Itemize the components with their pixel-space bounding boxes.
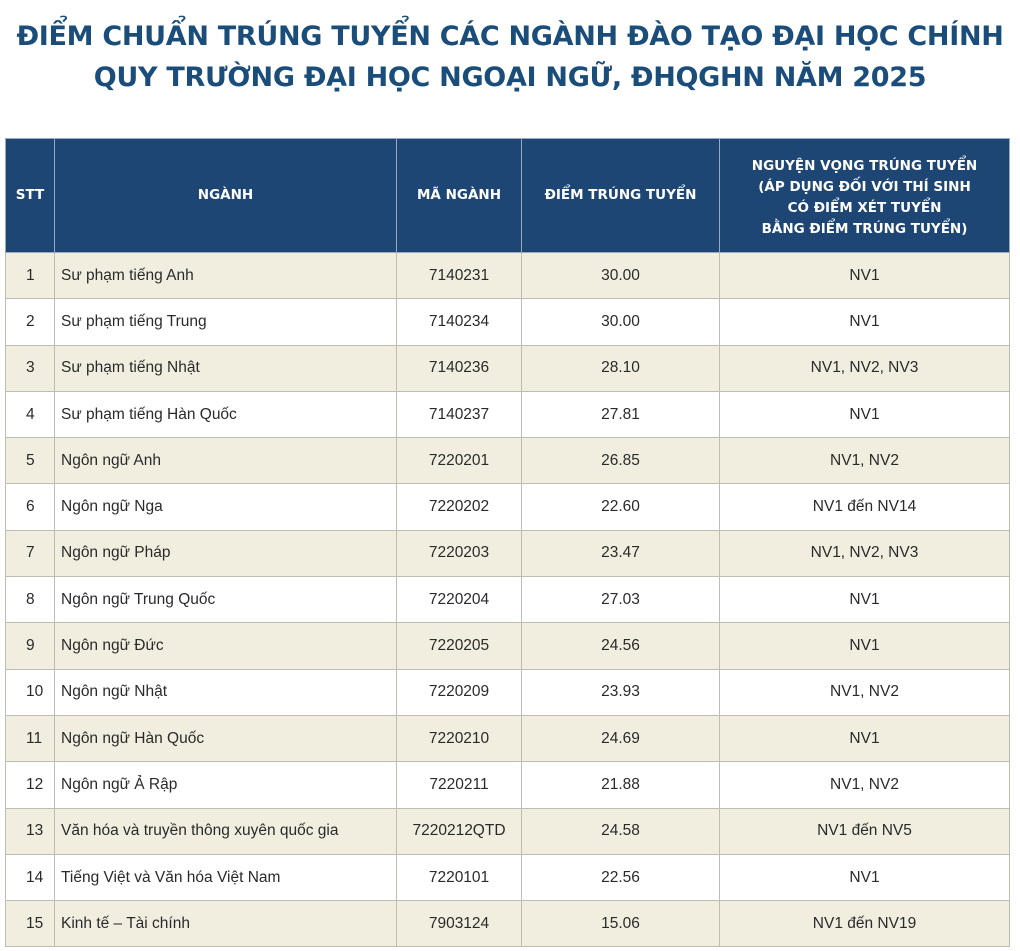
table-row <box>6 715 1010 761</box>
cell-stt: 3 <box>6 345 55 391</box>
cell-stt: 2 <box>6 299 55 345</box>
cell-nguyen-vong: NV1 <box>720 391 1010 437</box>
cell-nganh: Ngôn ngữ Hàn Quốc <box>55 715 397 761</box>
table-row <box>6 530 1010 576</box>
cell-diem-trung-tuyen: 22.60 <box>522 484 720 530</box>
cell-diem-trung-tuyen: 22.56 <box>522 854 720 900</box>
cell-nguyen-vong: NV1 <box>720 854 1010 900</box>
cell-nganh: Kinh tế – Tài chính <box>55 901 397 947</box>
table-body <box>6 253 1010 947</box>
cell-diem-trung-tuyen: 30.00 <box>522 299 720 345</box>
cell-diem-trung-tuyen: 27.81 <box>522 391 720 437</box>
cell-ma-nganh: 7903124 <box>397 901 522 947</box>
cell-stt: 14 <box>6 854 55 900</box>
cell-nguyen-vong: NV1 đến NV5 <box>720 808 1010 854</box>
cell-stt: 9 <box>6 623 55 669</box>
cell-nganh: Sư phạm tiếng Trung <box>55 299 397 345</box>
table-row <box>6 854 1010 900</box>
table-header <box>6 139 1010 253</box>
table-row <box>6 901 1010 947</box>
table-row <box>6 253 1010 299</box>
cell-nganh: Sư phạm tiếng Nhật <box>55 345 397 391</box>
header-diem-trung-tuyen: ĐIỂM TRÚNG TUYỂN <box>522 139 720 253</box>
cell-diem-trung-tuyen: 24.69 <box>522 715 720 761</box>
cell-nganh: Sư phạm tiếng Anh <box>55 253 397 299</box>
header-nguyen-vong-line-4: BẰNG ĐIỂM TRÚNG TUYỂN) <box>761 220 968 237</box>
cell-stt: 11 <box>6 715 55 761</box>
cell-nganh: Ngôn ngữ Trung Quốc <box>55 577 397 623</box>
table-row <box>6 669 1010 715</box>
cell-stt: 10 <box>6 669 55 715</box>
cell-stt: 15 <box>6 901 55 947</box>
table-row <box>6 762 1010 808</box>
header-stt: STT <box>6 139 55 253</box>
cell-nganh: Ngôn ngữ Ả Rập <box>55 762 397 808</box>
page-title <box>0 16 1020 98</box>
cell-diem-trung-tuyen: 24.56 <box>522 623 720 669</box>
cell-ma-nganh: 7220210 <box>397 715 522 761</box>
cell-ma-nganh: 7140237 <box>397 391 522 437</box>
cell-nguyen-vong: NV1 đến NV19 <box>720 901 1010 947</box>
cell-diem-trung-tuyen: 23.93 <box>522 669 720 715</box>
cell-nganh: Ngôn ngữ Pháp <box>55 530 397 576</box>
header-nguyen-vong-line-3: CÓ ĐIỂM XÉT TUYỂN <box>787 199 942 216</box>
admission-scores-table <box>5 138 1010 947</box>
cell-ma-nganh: 7220201 <box>397 438 522 484</box>
cell-stt: 7 <box>6 530 55 576</box>
cell-diem-trung-tuyen: 15.06 <box>522 901 720 947</box>
table-row <box>6 808 1010 854</box>
cell-ma-nganh: 7220211 <box>397 762 522 808</box>
cell-stt: 8 <box>6 577 55 623</box>
cell-nguyen-vong: NV1 <box>720 577 1010 623</box>
cell-ma-nganh: 7220204 <box>397 577 522 623</box>
cell-ma-nganh: 7220212QTD <box>397 808 522 854</box>
table-row <box>6 484 1010 530</box>
table-row <box>6 345 1010 391</box>
cell-nguyen-vong: NV1 đến NV14 <box>720 484 1010 530</box>
header-nguyen-vong-line-1: NGUYỆN VỌNG TRÚNG TUYỂN <box>751 157 978 174</box>
header-nguyen-vong-line-2: (ÁP DỤNG ĐỐI VỚI THÍ SINH <box>758 178 971 195</box>
header-nganh: NGÀNH <box>55 139 397 253</box>
cell-nganh: Ngôn ngữ Đức <box>55 623 397 669</box>
cell-nguyen-vong: NV1, NV2, NV3 <box>720 345 1010 391</box>
cell-ma-nganh: 7220202 <box>397 484 522 530</box>
cell-nguyen-vong: NV1 <box>720 623 1010 669</box>
cell-ma-nganh: 7140236 <box>397 345 522 391</box>
cell-diem-trung-tuyen: 23.47 <box>522 530 720 576</box>
cell-nguyen-vong: NV1, NV2, NV3 <box>720 530 1010 576</box>
cell-stt: 13 <box>6 808 55 854</box>
cell-nganh: Tiếng Việt và Văn hóa Việt Nam <box>55 854 397 900</box>
cell-nganh: Ngôn ngữ Anh <box>55 438 397 484</box>
cell-ma-nganh: 7220205 <box>397 623 522 669</box>
cell-nganh: Sư phạm tiếng Hàn Quốc <box>55 391 397 437</box>
table-row <box>6 438 1010 484</box>
table-row <box>6 391 1010 437</box>
cell-diem-trung-tuyen: 27.03 <box>522 577 720 623</box>
cell-stt: 4 <box>6 391 55 437</box>
cell-stt: 12 <box>6 762 55 808</box>
page-title-line-1: ĐIỂM CHUẨN TRÚNG TUYỂN CÁC NGÀNH ĐÀO TẠO ĐẠI HỌC CHÍNH <box>16 21 1004 52</box>
cell-diem-trung-tuyen: 30.00 <box>522 253 720 299</box>
cell-nganh: Ngôn ngữ Nhật <box>55 669 397 715</box>
cell-stt: 1 <box>6 253 55 299</box>
cell-ma-nganh: 7220101 <box>397 854 522 900</box>
cell-nganh: Ngôn ngữ Nga <box>55 484 397 530</box>
cell-ma-nganh: 7220209 <box>397 669 522 715</box>
cell-diem-trung-tuyen: 21.88 <box>522 762 720 808</box>
table-row <box>6 577 1010 623</box>
cell-diem-trung-tuyen: 28.10 <box>522 345 720 391</box>
cell-nguyen-vong: NV1 <box>720 299 1010 345</box>
cell-stt: 6 <box>6 484 55 530</box>
cell-diem-trung-tuyen: 26.85 <box>522 438 720 484</box>
header-row <box>6 139 1010 253</box>
header-nguyen-vong <box>720 139 1010 253</box>
cell-nguyen-vong: NV1, NV2 <box>720 669 1010 715</box>
cell-nguyen-vong: NV1 <box>720 253 1010 299</box>
cell-ma-nganh: 7140234 <box>397 299 522 345</box>
cell-nganh: Văn hóa và truyền thông xuyên quốc gia <box>55 808 397 854</box>
cell-diem-trung-tuyen: 24.58 <box>522 808 720 854</box>
cell-ma-nganh: 7220203 <box>397 530 522 576</box>
table-row <box>6 623 1010 669</box>
header-ma-nganh: MÃ NGÀNH <box>397 139 522 253</box>
page-title-line-2: QUY TRƯỜNG ĐẠI HỌC NGOẠI NGỮ, ĐHQGHN NĂM 2025 <box>93 62 927 93</box>
cell-nguyen-vong: NV1, NV2 <box>720 762 1010 808</box>
cell-stt: 5 <box>6 438 55 484</box>
table-row <box>6 299 1010 345</box>
cell-nguyen-vong: NV1 <box>720 715 1010 761</box>
cell-ma-nganh: 7140231 <box>397 253 522 299</box>
cell-nguyen-vong: NV1, NV2 <box>720 438 1010 484</box>
